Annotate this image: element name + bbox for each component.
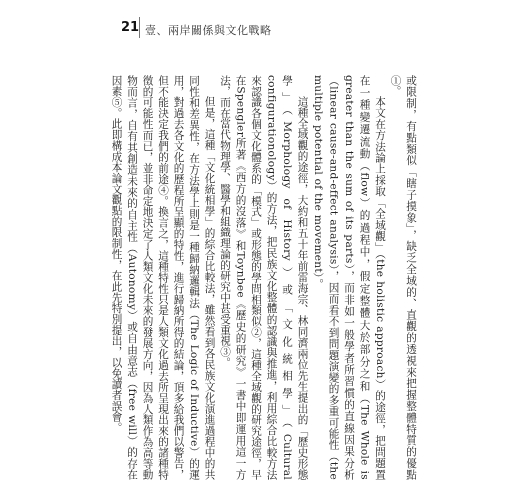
running-title: 壹、兩岸關係與文化戰略 xyxy=(145,24,272,37)
header-divider xyxy=(139,17,140,38)
page-number: 21 xyxy=(121,20,140,35)
paragraph: 這種全域觀的途徑，大約和五十年前雷海宗、林同濟兩位先生提出的「歷史形態學」（Morphology of History）或「文化統相學」（Cultural configurationology）的方法，把民族文化整體的認識與推進，利用綜合比較方法來認識各個文化體系的「模式」或形態的學問相類似②，這種全域觀的研究途徑，早在Spengler所著《西方的沒落》和Toynbee《歷史的研究》一書中即運用這一方法，而在當代物理學、醫學和組織理論的研究中甚受重視③。 xyxy=(219,75,309,480)
paragraph: 或限制，有點類似「瞎子摸象」，缺乏全域的、直觀的透視來把握整體特質的優點①。 xyxy=(389,75,417,480)
body-text xyxy=(110,75,418,480)
paragraph: 本文在方法論上採取「全域觀」（the holistic approach）的途徑，把問題置在一種變遷流動（flow）的過程中，假定整體大於部分之和（The Whole is greater than the sum of its parts），而非如一般學者所習慣的直線因果分析（linear cause-and-effect analysis），因而看不到問題演變的多重可能性（the multiple potential of the movement）。 xyxy=(312,75,386,480)
paragraph: 但是，這種「文化統相學」的綜合比較法，雖然看到各民族文化演進過程中的共同性和差異性，在方法學上則是一種歸納邏輯法（The Logic of Inductive）的運用，對過去各文化的歷程所呈顯的特性，進行歸納所得的結論，頂多給我們以警告，但不能決定我們的前途④。換言之，這種特性只是人類文化過去所呈現出來的諸種特徵的可能性而已，並非命定地決定了人類文化未來的發展方向，因為人類作為高等動物而言，自有其創造未來的自主性（Autonomy）或自由意志（free will）的存在因素⑤。此即構成本論文觀點的限制性，在此先特別提出，以免讀者誤會。 xyxy=(110,75,216,480)
